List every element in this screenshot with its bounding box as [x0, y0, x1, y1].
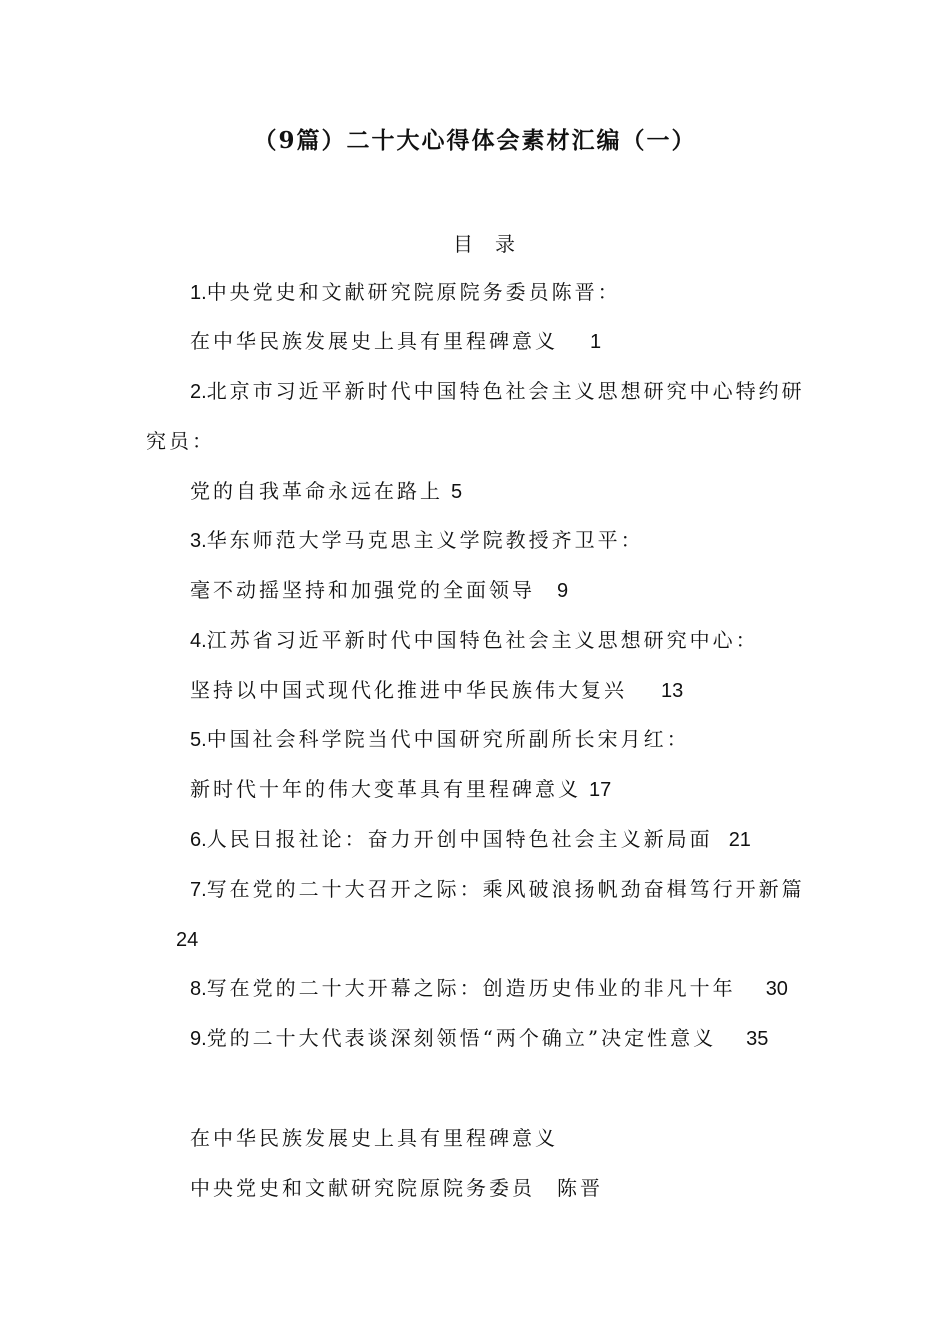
toc-entry-page: 21 — [728, 829, 751, 851]
toc-entry-page: 35 — [746, 1028, 769, 1050]
toc-entry-page: 24 — [176, 929, 199, 951]
toc-entry-title: 毫不动摇坚持和加强党的全面领导 — [190, 578, 535, 602]
toc-entry-number: 3. — [190, 530, 207, 552]
toc-entry-number: 8. — [190, 978, 207, 1000]
toc-entry-5-author — [190, 725, 690, 754]
toc-entry-number: 7. — [190, 879, 207, 901]
toc-entry-title: 新时代十年的伟大变革具有里程碑意义 — [190, 777, 581, 801]
toc-entry-6 — [190, 825, 751, 854]
toc-entry-3-author — [190, 526, 644, 555]
toc-entry-author: 北京市习近平新时代中国特色社会主义思想研究中心特约研 — [206, 379, 805, 403]
toc-entry-number: 2. — [190, 381, 207, 403]
document-title: （9篇）二十大心得体会素材汇编（一） — [253, 127, 697, 154]
toc-entry-number: 5. — [190, 729, 207, 751]
toc-entry-title: 党的二十大代表谈深刻领悟“两个确立”决定性意义 — [206, 1026, 717, 1050]
section-byline — [190, 1174, 603, 1202]
toc-entry-9 — [190, 1024, 768, 1053]
toc-entry-author: 华东师范大学马克思主义学院教授齐卫平： — [206, 528, 644, 552]
toc-entry-author-cont: 究员： — [146, 429, 215, 453]
toc-entry-page: 9 — [557, 580, 569, 602]
toc-entry-author: 中国社会科学院当代中国研究所副所长宋月红： — [206, 727, 690, 751]
toc-heading: 目录 — [453, 232, 537, 256]
toc-entry-page: 17 — [589, 779, 612, 801]
toc-entry-title: 写在党的二十大召开之际：乘风破浪扬帆劲奋楫笃行开新篇 — [206, 877, 805, 901]
toc-entry-4-author — [190, 626, 759, 655]
toc-entry-author: 中央党史和文献研究院原院务委员陈晋： — [206, 280, 621, 304]
toc-entry-page: 13 — [661, 680, 684, 702]
toc-entry-5-article — [190, 775, 611, 804]
toc-entry-2-author — [190, 377, 805, 406]
toc-entry-title: 党的自我革命永远在路上 — [190, 479, 443, 503]
toc-entry-3-article — [190, 576, 568, 605]
toc-entry-title: 人民日报社论：奋力开创中国特色社会主义新局面 — [206, 827, 713, 851]
toc-entry-8 — [190, 974, 788, 1003]
toc-entry-7 — [190, 875, 805, 904]
toc-entry-1-author — [190, 278, 621, 307]
toc-entry-1-article — [190, 327, 601, 356]
toc-entry-number: 6. — [190, 829, 207, 851]
toc-entry-number: 4. — [190, 630, 207, 652]
toc-entry-title: 在中华民族发展史上具有里程碑意义 — [190, 329, 558, 353]
toc-entry-2-article — [190, 477, 462, 506]
toc-entry-page: 5 — [451, 481, 463, 503]
toc-entry-page: 30 — [765, 978, 788, 1000]
toc-entry-7-page-line — [176, 925, 198, 954]
byline-author: 陈晋 — [557, 1176, 603, 1200]
toc-entry-author: 江苏省习近平新时代中国特色社会主义思想研究中心： — [206, 628, 759, 652]
toc-entry-title: 写在党的二十大开幕之际：创造历史伟业的非凡十年 — [206, 976, 736, 1000]
toc-entry-4-article — [190, 676, 683, 705]
toc-entry-page: 1 — [590, 331, 602, 353]
byline-affiliation: 中央党史和文献研究院原院务委员 — [190, 1176, 535, 1200]
toc-entry-number: 9. — [190, 1028, 207, 1050]
toc-entry-title: 坚持以中国式现代化推进中华民族伟大复兴 — [190, 678, 627, 702]
toc-entry-number: 1. — [190, 282, 207, 304]
section-heading: 在中华民族发展史上具有里程碑意义 — [190, 1126, 558, 1150]
toc-entry-2-author-cont — [146, 427, 215, 455]
